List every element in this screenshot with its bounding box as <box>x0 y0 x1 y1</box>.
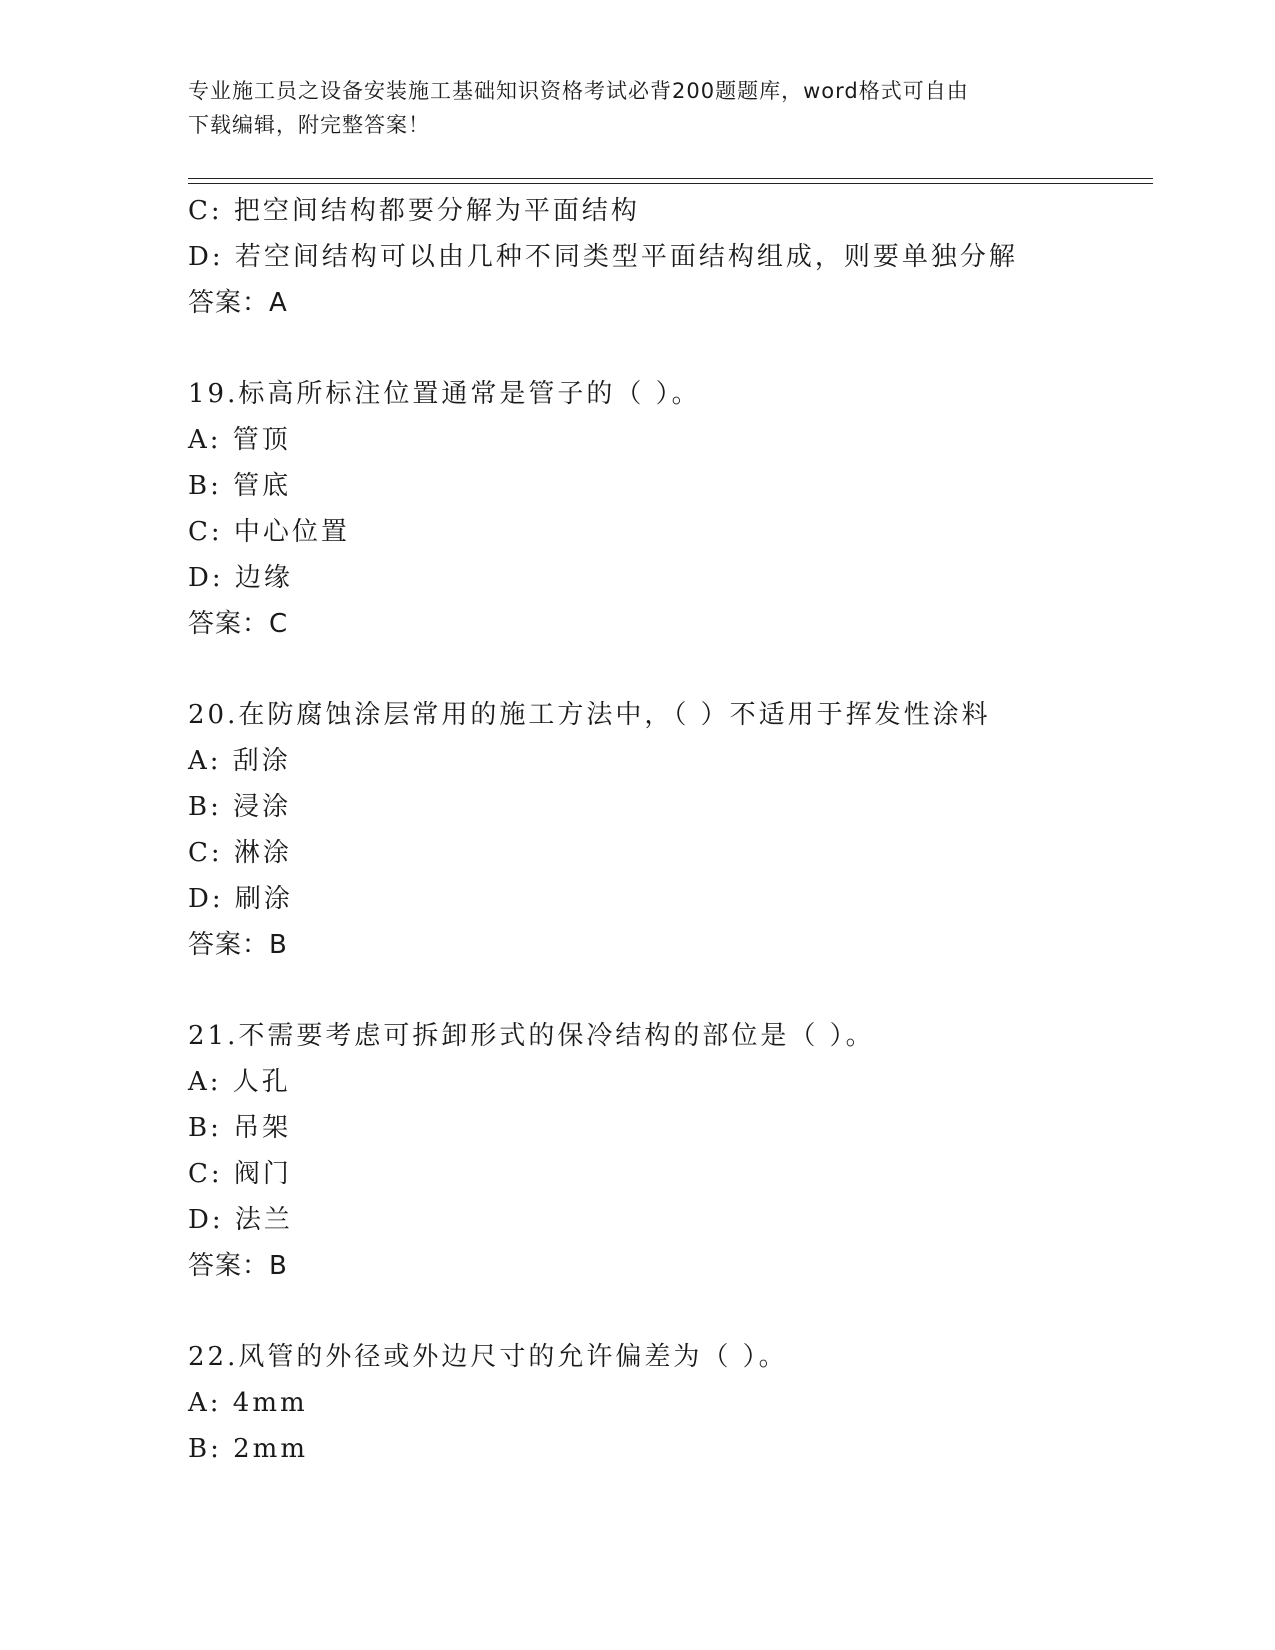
answer-line: 答案：B <box>188 1251 288 1281</box>
spacer <box>188 326 1153 371</box>
option-d: D: 边缘 <box>188 563 293 593</box>
question-list <box>188 188 1153 1472</box>
header-title-line-1: 专业施工员之设备安装施工基础知识资格考试必背200题题库，word格式可自由 <box>188 79 969 103</box>
spacer <box>188 968 1153 1013</box>
answer-line: 答案：C <box>188 609 289 639</box>
option-c: C: 中心位置 <box>188 517 350 547</box>
option-b: B: 2mm <box>188 1434 308 1464</box>
header-divider-top <box>188 178 1153 179</box>
question-stem: 21.不需要考虑可拆卸形式的保冷结构的部位是（ ）。 <box>188 1021 875 1051</box>
answer-line: 答案：A <box>188 288 288 318</box>
question-stem: 22.风管的外径或外边尺寸的允许偏差为（ ）。 <box>188 1342 788 1372</box>
option-c: C: 阀门 <box>188 1159 292 1189</box>
option-b: B: 吊架 <box>188 1113 292 1143</box>
option-c: C: 淋涂 <box>188 838 292 868</box>
option-a: A: 刮涂 <box>188 746 291 776</box>
header-title-line-2: 下载编辑，附完整答案！ <box>188 113 430 137</box>
carryover-question <box>188 188 1153 326</box>
question-stem: 19.标高所标注位置通常是管子的（ ）。 <box>188 379 701 409</box>
option-a: A: 人孔 <box>188 1067 291 1097</box>
spacer <box>188 647 1153 692</box>
question-stem: 20.在防腐蚀涂层常用的施工方法中，（ ）不适用于挥发性涂料 <box>188 700 991 730</box>
question-19 <box>188 371 1153 647</box>
option-c: C: 把空间结构都要分解为平面结构 <box>188 196 640 226</box>
option-d: D: 刷涂 <box>188 884 293 914</box>
option-a: A: 4mm <box>188 1388 308 1418</box>
question-21 <box>188 1013 1153 1289</box>
option-b: B: 管底 <box>188 471 292 501</box>
question-22 <box>188 1334 1153 1472</box>
option-d: D: 若空间结构可以由几种不同类型平面结构组成，则要单独分解 <box>188 242 1018 272</box>
header-divider-bottom <box>188 183 1153 184</box>
document-header <box>188 74 1068 142</box>
answer-line: 答案：B <box>188 930 288 960</box>
question-20 <box>188 692 1153 968</box>
option-b: B: 浸涂 <box>188 792 292 822</box>
option-a: A: 管顶 <box>188 425 291 455</box>
spacer <box>188 1289 1153 1334</box>
option-d: D: 法兰 <box>188 1205 293 1235</box>
